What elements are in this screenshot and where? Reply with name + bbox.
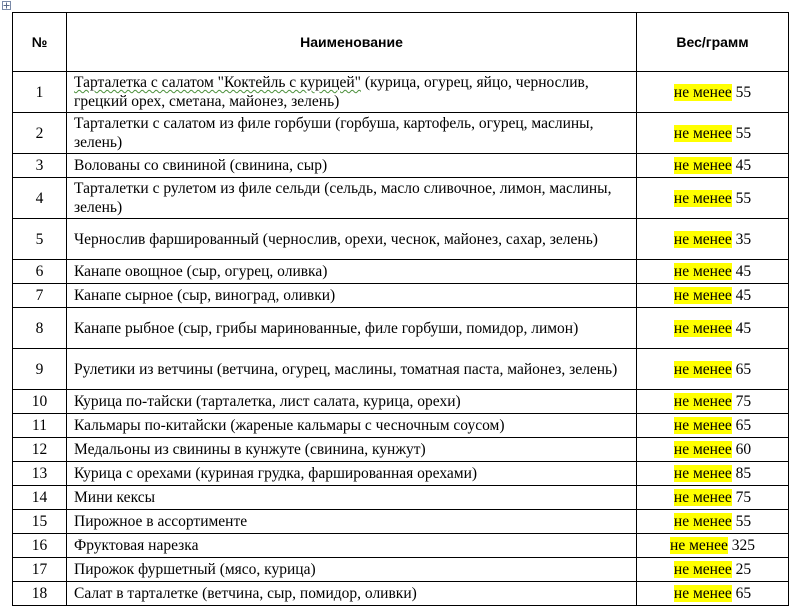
row-weight-cell (637, 390, 789, 414)
row-name-cell (67, 558, 637, 582)
row-name-cell (67, 219, 637, 260)
weight-value: 55 (735, 124, 752, 142)
table-row (13, 308, 789, 349)
row-name: Фруктовая нарезка (74, 537, 199, 554)
row-name: Медальоны из свинины в кунжуте (свинина, кунжут) (74, 441, 426, 458)
table-row (13, 284, 789, 308)
row-name-cell (67, 154, 637, 178)
weight-label-highlight: не менее (673, 189, 732, 207)
weight-value: 75 (735, 489, 752, 506)
row-weight-cell (637, 154, 789, 178)
table-row (13, 178, 789, 219)
weight-value: 75 (735, 393, 752, 410)
weight-value: 45 (735, 157, 752, 174)
table-row (13, 414, 789, 438)
table-row (13, 438, 789, 462)
table-row (13, 349, 789, 390)
weight-value: 55 (735, 189, 752, 207)
weight-value: 25 (735, 561, 752, 578)
row-number: 13 (13, 462, 67, 486)
row-number: 5 (13, 219, 67, 260)
weight-label-highlight: не менее (670, 537, 728, 554)
weight-value: 60 (735, 441, 752, 458)
row-name-cell (67, 349, 637, 390)
row-name-cell (67, 260, 637, 284)
row-weight-cell (637, 438, 789, 462)
row-name-cell (67, 414, 637, 438)
weight-label-highlight: не менее (673, 561, 732, 578)
table-row (13, 219, 789, 260)
row-weight-cell (637, 582, 789, 606)
row-name-cell (67, 178, 637, 219)
table-row (13, 113, 789, 154)
row-name: Канапе овощное (сыр, огурец, оливка) (74, 263, 328, 280)
weight-label-highlight: не менее (673, 360, 732, 378)
weight-label-highlight: не менее (673, 417, 732, 434)
weight-label-highlight: не менее (673, 287, 732, 304)
row-name: Кальмары по-китайски (жареные кальмары с чесночным соусом) (74, 417, 505, 434)
row-name-cell (67, 462, 637, 486)
table-row (13, 154, 789, 178)
table-row (13, 582, 789, 606)
table-row (13, 558, 789, 582)
table-header-row (13, 13, 789, 72)
table-row (13, 486, 789, 510)
weight-label-highlight: не менее (673, 465, 732, 482)
header-weight: Вес/грамм (637, 13, 789, 72)
row-name: Волованы со свининой (свинина, сыр) (74, 157, 328, 174)
row-name-cell (67, 510, 637, 534)
weight-value: 45 (735, 287, 752, 304)
row-weight-cell (637, 486, 789, 510)
row-weight-cell (637, 510, 789, 534)
row-name: Рулетики из ветчины (ветчина, огурец, маслины, томатная паста, майонез, зелень) (74, 360, 618, 378)
row-name: Чернослив фаршированный (чернослив, орехи, чеснок, майонез, сахар, зелень) (74, 230, 598, 248)
row-name: Канапе рыбное (сыр, грибы маринованные, филе горбуши, помидор, лимон) (74, 319, 579, 337)
row-name: Тарталетки с салатом из филе горбуши (горбуша, картофель, огурец, маслины, зелень) (74, 115, 594, 151)
weight-label-highlight: не менее (673, 263, 732, 280)
weight-value: 55 (735, 83, 752, 101)
header-name: Наименование (67, 13, 637, 72)
weight-label-highlight: не менее (673, 441, 732, 458)
weight-value: 65 (735, 585, 752, 602)
row-weight-cell (637, 534, 789, 558)
row-name-cell (67, 308, 637, 349)
weight-label-highlight: не менее (673, 319, 732, 337)
row-weight-cell (637, 72, 789, 113)
row-weight-cell (637, 558, 789, 582)
weight-value: 85 (735, 465, 752, 482)
row-name-cell (67, 284, 637, 308)
row-weight-cell (637, 113, 789, 154)
row-number: 16 (13, 534, 67, 558)
weight-label-highlight: не менее (673, 157, 732, 174)
row-name-cell (67, 534, 637, 558)
weight-label-highlight: не менее (673, 230, 732, 248)
row-weight-cell (637, 260, 789, 284)
row-name-title: Тарталетка с салатом "Коктейль с курицей" (74, 74, 361, 91)
weight-value: 45 (735, 319, 752, 337)
row-weight-cell (637, 284, 789, 308)
row-number: 8 (13, 308, 67, 349)
table-row (13, 72, 789, 113)
row-number: 1 (13, 72, 67, 113)
row-weight-cell (637, 349, 789, 390)
row-weight-cell (637, 462, 789, 486)
row-name: Пирожное в ассортименте (74, 513, 248, 530)
row-name: (курица, огурец, яйцо, чернослив, грецкий орех, сметана, майонез, зелень) (74, 74, 589, 110)
row-number: 2 (13, 113, 67, 154)
row-weight-cell (637, 219, 789, 260)
row-name: Тарталетки с рулетом из филе сельди (сельдь, масло сливочное, лимон, маслины, зелень) (74, 180, 612, 216)
row-name-cell (67, 438, 637, 462)
row-number: 3 (13, 154, 67, 178)
weight-label-highlight: не менее (673, 83, 732, 101)
row-number: 15 (13, 510, 67, 534)
table-row (13, 462, 789, 486)
weight-label-highlight: не менее (673, 585, 732, 602)
row-name: Пирожок фуршетный (мясо, курица) (74, 561, 316, 578)
table-move-handle-icon[interactable] (2, 1, 11, 10)
row-number: 9 (13, 349, 67, 390)
weight-label-highlight: не менее (673, 513, 732, 530)
row-name-cell (67, 582, 637, 606)
menu-table (12, 12, 789, 606)
table-row (13, 390, 789, 414)
row-weight-cell (637, 178, 789, 219)
weight-value: 65 (735, 360, 752, 378)
row-name: Канапе сырное (сыр, виноград, оливки) (74, 287, 336, 304)
row-name-cell (67, 486, 637, 510)
row-name: Курица с орехами (куриная грудка, фаршированная орехами) (74, 465, 478, 482)
row-number: 11 (13, 414, 67, 438)
weight-value: 325 (731, 537, 755, 554)
weight-label-highlight: не менее (673, 393, 732, 410)
table-row (13, 260, 789, 284)
row-number: 17 (13, 558, 67, 582)
row-name: Мини кексы (74, 489, 156, 506)
row-name: Салат в тарталетке (ветчина, сыр, помидор, оливки) (74, 585, 417, 602)
row-number: 12 (13, 438, 67, 462)
row-name: Курица по-тайски (тарталетка, лист салата, курица, орехи) (74, 393, 461, 410)
row-name-cell (67, 390, 637, 414)
weight-label-highlight: не менее (673, 124, 732, 142)
header-num: № (13, 13, 67, 72)
table-row (13, 510, 789, 534)
row-number: 7 (13, 284, 67, 308)
row-name-cell (67, 72, 637, 113)
weight-value: 35 (735, 230, 752, 248)
weight-value: 45 (735, 263, 752, 280)
row-number: 4 (13, 178, 67, 219)
weight-label-highlight: не менее (673, 489, 732, 506)
row-number: 14 (13, 486, 67, 510)
weight-value: 65 (735, 417, 752, 434)
table-row (13, 534, 789, 558)
weight-value: 55 (735, 513, 752, 530)
row-name-cell (67, 113, 637, 154)
row-number: 18 (13, 582, 67, 606)
row-number: 6 (13, 260, 67, 284)
row-number: 10 (13, 390, 67, 414)
row-weight-cell (637, 308, 789, 349)
row-weight-cell (637, 414, 789, 438)
